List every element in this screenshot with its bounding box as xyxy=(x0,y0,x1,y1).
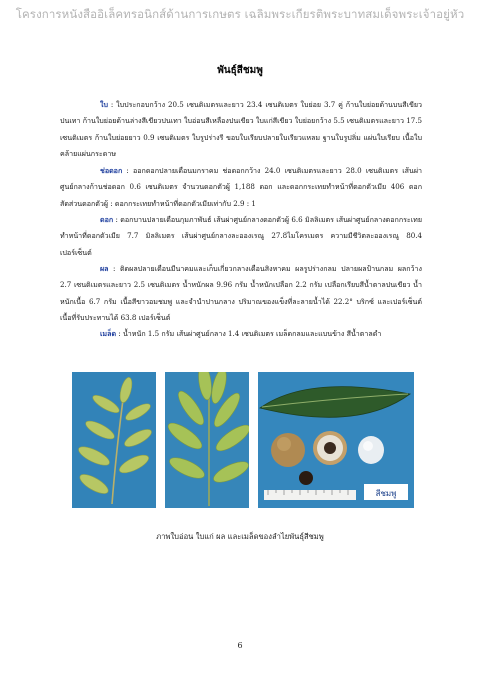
flower-paragraph xyxy=(60,212,422,261)
page-title: พันธุ์สีชมพู xyxy=(217,65,263,76)
young-leaf-photo xyxy=(72,372,156,508)
seed-label: เมล็ด xyxy=(100,329,117,338)
figure-caption: ภาพใบอ่อน ใบแก่ ผล และเมล็ดของลำไยพันธุ์สีชมพู xyxy=(156,532,324,541)
fruit-label: ผล xyxy=(100,264,109,273)
flower-text: : ดอกบานปลายเดือนกุมภาพันธ์ เส้นผ่าศูนย์กลางดอกตัวผู้ 6.6 มิลลิเมตร เส้นผ่าศูนย์กลางดอกกระเทยทำหน้าที่ดอกตัวเมีย 7.7 มิลลิเมตร เส้นผ่าศูนย์กลางละอองเรณู 27.8ไมโครเมตร ความมีชีวิตละอองเรณู 80.4 เปอร์เซ็นต์ xyxy=(60,215,422,257)
photo-strip xyxy=(72,372,414,508)
inflorescence-label: ช่อดอก xyxy=(100,166,123,175)
fruit-paragraph xyxy=(60,261,422,327)
mature-leaf-photo xyxy=(165,372,249,508)
inflorescence-paragraph xyxy=(60,163,422,212)
leaf-text: : ใบประกอบกว้าง 20.5 เซนติเมตรและยาว 23.4 เซนติเมตร ใบย่อย 3.7 คู่ ก้านใบย่อยด้านบนสีเขียวปนเทา ก้านใบย่อยด้านล่างสีเขียวปนเทา ใบอ่อนสีเหลืองปนเขียว ใบแก่สีเขียว ใบย่อยกว้าง 5.5 เซนติเมตรและยาว 17.5 เซนติเมตร ก้านใบย่อยยาว 0.9 เซนติเมตร ใบรูปร่างรี ขอบใบเรียบปลายใบเรียวแหลม ฐานใบรูปลิ่ม แผ่นใบเรียบ เนื้อใบคล้ายแผ่นกระดาษ xyxy=(60,100,422,159)
flower-label: ดอก xyxy=(100,215,114,224)
fruit-seed-photo xyxy=(258,372,414,508)
inflorescence-text: : ออกดอกปลายเดือนมกราคม ช่อดอกกว้าง 24.0 เซนติเมตรและยาว 28.0 เซนติเมตร เส้นผ่าศูนย์กลางก้านช่อดอก 0.6 เซนติเมตร จำนวนดอกตัวผู้ 1,188 ดอก และดอกกระเทยทำหน้าที่ดอกตัวเมีย 406 ดอก สัดส่วนดอกตัวผู้ : ดอกกระเทยทำหน้าที่ดอกตัวเมียเท่ากับ 2.9 : 1 xyxy=(60,166,422,208)
page-number: 6 xyxy=(237,641,243,650)
seed-paragraph xyxy=(60,326,422,342)
leaf-paragraph xyxy=(60,97,422,163)
seed-text: : น้ำหนัก 1.5 กรัม เส้นผ่าศูนย์กลาง 1.4 เซนติเมตร เมล็ดกลมและแบนข้าง สีน้ำตาลดำ xyxy=(116,329,382,338)
page-header: โครงการหนังสืออิเล็คทรอนิกส์ด้านการเกษตร เฉลิมพระเกียรติพระบาทสมเด็จพระเจ้าอยู่หัว xyxy=(15,7,465,21)
leaf-label: ใบ xyxy=(100,100,108,109)
fruit-text: : ติดผลปลายเดือนมีนาคมและเก็บเกี่ยวกลางเดือนสิงหาคม ผลรูปร่างกลม ปลายผลป้านกลม ผลกว้าง 2.7 เซนติเมตรและยาว 2.5 เซนติเมตร น้ำหนักผล 9.96 กรัม น้ำหนักเปลือก 2.2 กรัม เปลือกเรียบสีน้ำตาลปนเขียว น้ำหนักเนื้อ 6.7 กรัม เนื้อสีขาวอมชมพู และจำนำปานกลาง ปริมาณของแข็งที่ละลายน้ำได้ 22.2° บริกซ์ และเปอร์เซ็นต์เนื้อที่รับประทานได้ 63.8 เปอร์เซ็นต์ xyxy=(60,264,422,323)
variety-tag: สีชมพู xyxy=(375,489,397,498)
